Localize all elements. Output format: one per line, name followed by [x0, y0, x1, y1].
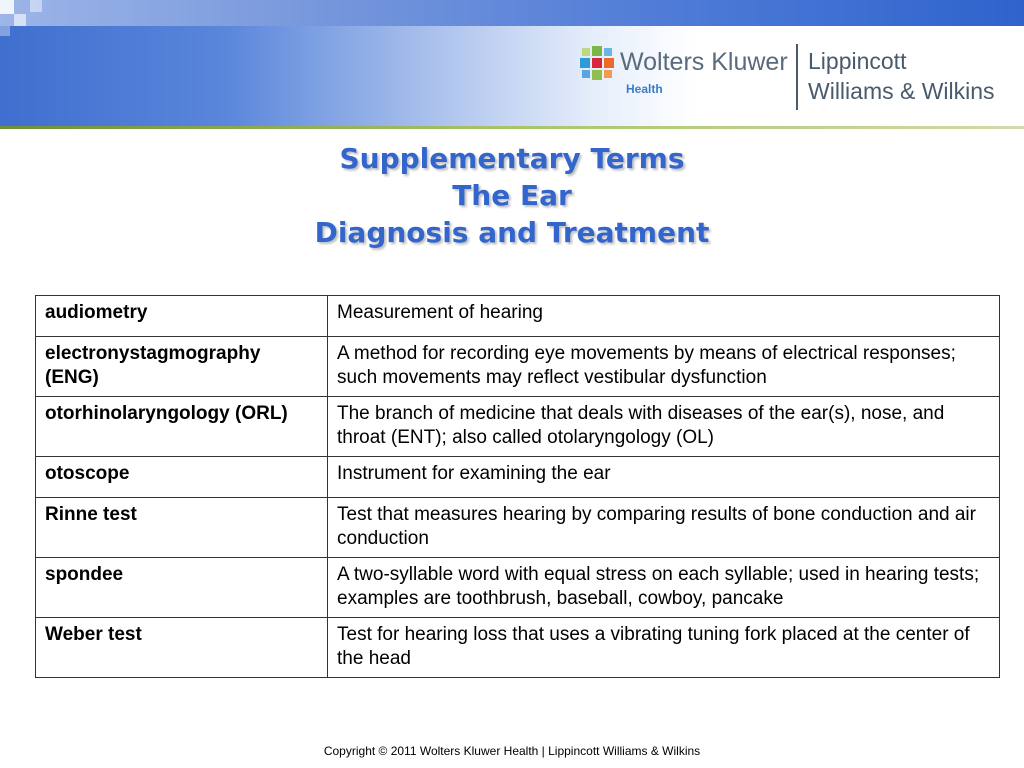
table-row [36, 558, 1000, 618]
definition-cell: Measurement of hearing [328, 296, 1000, 337]
decorative-square [0, 26, 10, 36]
wolters-kluwer-logo-icon [580, 46, 614, 80]
term-cell: otoscope [36, 457, 328, 498]
term-cell: electronystagmography (ENG) [36, 337, 328, 397]
term-cell: otorhinolaryngology (ORL) [36, 397, 328, 457]
table-row [36, 498, 1000, 558]
definition-cell: Test for hearing loss that uses a vibrating tuning fork placed at the center of the head [328, 618, 1000, 678]
decorative-square [0, 0, 14, 14]
logo-division-name: Health [626, 82, 663, 96]
definition-cell: A method for recording eye movements by means of electrical responses; such movements may reflect vestibular dysfunction [328, 337, 1000, 397]
slide-title [0, 140, 1024, 251]
title-line-2: The Ear [452, 179, 572, 212]
definition-cell: The branch of medicine that deals with diseases of the ear(s), nose, and throat (ENT); also called otolaryngology (OL) [328, 397, 1000, 457]
copyright-footer: Copyright © 2011 Wolters Kluwer Health | Lippincott Williams & Wilkins [323, 744, 701, 758]
term-cell: spondee [36, 558, 328, 618]
definition-cell: Test that measures hearing by comparing results of bone conduction and air conduction [328, 498, 1000, 558]
header-top-strip [0, 0, 1024, 26]
table-row [36, 618, 1000, 678]
table-row [36, 457, 1000, 498]
title-line-3: Diagnosis and Treatment [314, 216, 710, 249]
terms-table [35, 295, 1000, 678]
definition-cell: A two-syllable word with equal stress on each syllable; used in hearing tests; examples are toothbrush, baseball, cowboy, pancake [328, 558, 1000, 618]
decorative-square [30, 0, 42, 12]
definition-cell: Instrument for examining the ear [328, 457, 1000, 498]
logo-company-name: Wolters Kluwer [620, 48, 788, 76]
table-row [36, 337, 1000, 397]
logo-publisher-line2: Williams & Wilkins [808, 78, 995, 104]
logo-publisher-line1: Lippincott [808, 48, 907, 74]
logo-divider [796, 44, 798, 110]
term-cell: Weber test [36, 618, 328, 678]
table-row [36, 397, 1000, 457]
decorative-square [14, 14, 26, 26]
publisher-logo [580, 42, 1020, 114]
title-line-1: Supplementary Terms [339, 142, 685, 175]
header-divider-line [0, 126, 1024, 129]
term-cell: audiometry [36, 296, 328, 337]
term-cell: Rinne test [36, 498, 328, 558]
table-row [36, 296, 1000, 337]
